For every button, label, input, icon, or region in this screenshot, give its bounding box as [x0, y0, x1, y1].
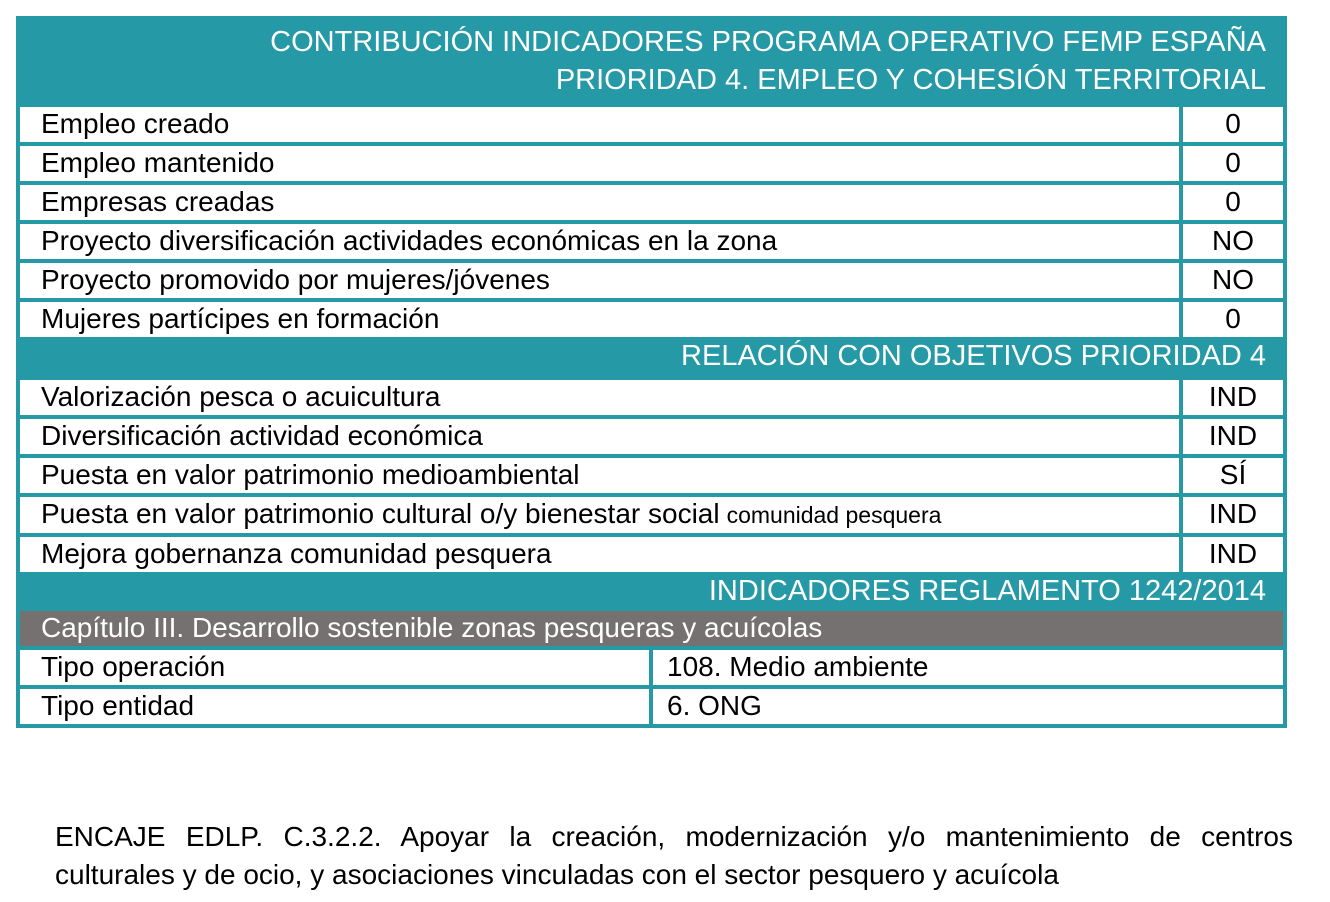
table-row-empresas-creadas [20, 181, 1283, 220]
table-row-tipo-entidad [20, 685, 1283, 724]
indicators-table [16, 16, 1287, 728]
row-label: Tipo entidad [41, 690, 195, 721]
main-header-line1: CONTRIBUCIÓN INDICADORES PROGRAMA OPERATIVO FEMP ESPAÑA [270, 26, 1266, 58]
table-row-empleo-creado [20, 103, 1283, 142]
table-row-tipo-operacion [20, 646, 1283, 685]
table-row-patrimonio-medioambiental [20, 454, 1283, 493]
row-value: IND [1179, 497, 1283, 533]
row-label: Proyecto promovido por mujeres/jóvenes [41, 264, 550, 295]
row-label-small: comunidad pesquera [726, 502, 942, 528]
table-row-mujeres-participes [20, 298, 1283, 337]
row-label: Mujeres partícipes en formación [41, 303, 440, 334]
encaje-paragraph: ENCAJE EDLP. C.3.2.2. Apoyar la creación, modernización y/o mantenimiento de centros culturales y de ocio, y asociaciones vinculadas con el sector pesquero y acuícola [55, 821, 1293, 890]
row-value: IND [1179, 419, 1283, 454]
table-row-proyecto-promovido [20, 259, 1283, 298]
row-value: 0 [1179, 185, 1283, 220]
row-value: IND [1179, 380, 1283, 415]
row-label: Diversificación actividad económica [41, 420, 483, 451]
table-row-empleo-mantenido [20, 142, 1283, 181]
table-row-proyecto-diversificacion [20, 220, 1283, 259]
row-label [20, 497, 1179, 533]
row-label: Empleo creado [41, 108, 230, 139]
row-label: Mejora gobernanza comunidad pesquera [41, 538, 552, 569]
row-value: NO [1179, 224, 1283, 259]
row-label: Puesta en valor patrimonio medioambiental [41, 459, 580, 490]
table-row-diversificacion-actividad [20, 415, 1283, 454]
row-value: IND [1179, 537, 1283, 572]
row-value: 108. Medio ambiente [649, 650, 1283, 685]
main-header-line2: PRIORIDAD 4. EMPLEO Y COHESIÓN TERRITORIAL [555, 64, 1266, 96]
row-label: Empresas creadas [41, 186, 275, 217]
row-value: 0 [1179, 302, 1283, 337]
row-label: Valorización pesca o acuicultura [41, 381, 441, 412]
table-row-patrimonio-cultural [20, 493, 1283, 533]
objetivos-header-band: RELACIÓN CON OBJETIVOS PRIORIDAD 4 [20, 337, 1283, 376]
chapter-row: Capítulo III. Desarrollo sostenible zonas pesqueras y acuícolas [20, 611, 1283, 646]
row-label: Empleo mantenido [41, 147, 275, 178]
row-value: 6. ONG [649, 689, 1283, 724]
row-value: SÍ [1179, 458, 1283, 493]
table-row-mejora-gobernanza [20, 533, 1283, 572]
row-value: 0 [1179, 146, 1283, 181]
main-header-band [20, 20, 1283, 103]
reglamento-header-band: INDICADORES REGLAMENTO 1242/2014 [20, 572, 1283, 611]
table-row-valorizacion-pesca [20, 376, 1283, 415]
row-label: Proyecto diversificación actividades económicas en la zona [41, 225, 778, 256]
row-label: Tipo operación [41, 651, 226, 682]
row-value: NO [1179, 263, 1283, 298]
row-label-main: Puesta en valor patrimonio cultural o/y bienestar social [41, 498, 720, 529]
row-value: 0 [1179, 107, 1283, 142]
